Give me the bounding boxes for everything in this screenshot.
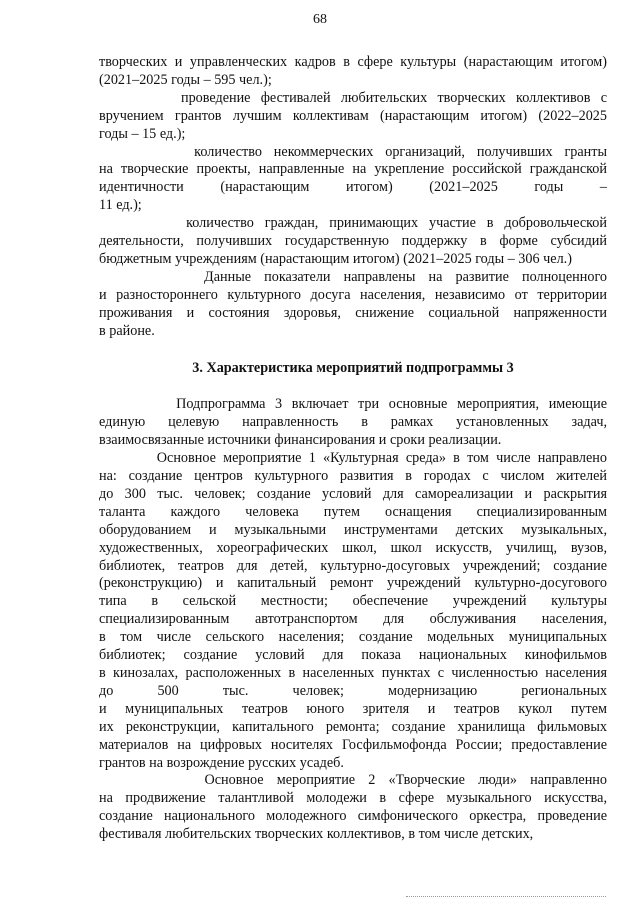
text-line: единую целевую направленность в рамках установленных задач,	[99, 414, 607, 431]
text-line: Основное мероприятие 2 «Творческие люди» направленно	[99, 772, 607, 789]
text-line: взаимосвязанные источники финансирования и сроки реализации.	[99, 432, 502, 449]
text-line: бюджетным учреждениям (нарастающим итогом) (2021–2025 годы – 306 чел.)	[99, 250, 572, 267]
text-line: материалов на цифровых носителях Госфильмофонда России; предоставление	[99, 736, 607, 753]
text-line: художественных, хореографических школ, школ искусств, училищ, вузов,	[99, 539, 607, 556]
text-line: оборудованием и музыкальными инструментами детских музыкальных,	[99, 521, 607, 538]
text-line: в районе.	[99, 322, 155, 339]
text-line: (2021–2025 годы – 595 чел.);	[99, 71, 272, 88]
paragraph	[99, 450, 607, 772]
paragraph-gap	[99, 341, 607, 360]
text-line: Данные показатели направлены на развитие полноценного	[99, 268, 607, 285]
text-line: библиотек, театров для детей, культурно-досуговых учреждений; создание	[99, 557, 607, 574]
text-line: в кинозалах, расположенных в населенных пунктах с численностью населения	[99, 665, 607, 681]
text-line: и разностороннего культурного досуга населения, независимо от территории	[99, 286, 607, 303]
text-line: количество некоммерческих организаций, получивших гранты	[99, 143, 607, 160]
text-line: библиотек; создание условий для показа национальных кинофильмов	[99, 647, 607, 664]
text-line: деятельности, получивших государственную поддержку в форме субсидий	[99, 233, 607, 250]
text-line: в том числе сельского населения; создание модельных муниципальных	[99, 629, 607, 646]
paragraph	[99, 144, 607, 216]
paragraph	[99, 396, 607, 450]
text-line: грантов на возрождение русских усадеб.	[99, 754, 344, 771]
document-body	[99, 54, 607, 844]
text-line: идентичности (нарастающим итогом) (2021–2025 годы –	[99, 179, 607, 196]
text-line: Основное мероприятие 1 «Культурная среда» в том числе направлено	[99, 450, 607, 467]
text-line: проведение фестивалей любительских творческих коллективов с	[99, 89, 607, 106]
paragraph	[99, 772, 607, 844]
page-number: 68	[313, 12, 327, 27]
text-line: типа в сельской местности; обеспечение учреждений культуры	[99, 593, 607, 610]
text-line: проживания и состояния здоровья, снижение социальной напряженности	[99, 304, 607, 321]
text-line: до 300 тыс. человек; создание условий для самореализации и раскрытия	[99, 485, 607, 502]
paragraph	[99, 269, 607, 341]
text-line: вручением грантов лучшим коллективам (нарастающим итогом) (2022–2025	[99, 107, 607, 124]
text-line: создание национального молодежного симфонического оркестра, проведение	[99, 808, 607, 825]
text-line: их реконструкции, капитального ремонта; создание хранилища фильмовых	[99, 718, 607, 735]
text-line: Подпрограмма 3 включает три основные мероприятия, имеющие	[99, 396, 607, 413]
text-line: количество граждан, принимающих участие в добровольческой	[99, 215, 607, 232]
text-line: 11 ед.);	[99, 197, 142, 214]
text-line: до 500 тыс. человек; модернизацию региональных	[99, 682, 607, 699]
text-line: на творческие проекты, направленные на укрепление российской гражданской	[99, 161, 607, 178]
text-line: и муниципальных театров юного зрителя и театров кукол путем	[99, 700, 607, 717]
paragraph	[99, 90, 607, 144]
text-line: творческих и управленческих кадров в сфере культуры (нарастающим итогом)	[99, 54, 607, 70]
text-line: таланта каждого человека путем оснащения специализированным	[99, 503, 607, 520]
heading-text: 3. Характеристика мероприятий подпрограммы 3	[192, 359, 514, 376]
text-line: (реконструкцию) и капитальный ремонт учреждений культурно-досугового	[99, 575, 607, 592]
text-line: годы – 15 ед.);	[99, 125, 186, 142]
text-line: на продвижение талантливой молодежи в сфере музыкального искусства,	[99, 790, 607, 807]
section-heading	[99, 360, 607, 378]
scan-artifact-line	[406, 896, 606, 899]
paragraph	[99, 215, 607, 269]
paragraph	[99, 54, 607, 90]
paragraph-gap	[99, 377, 607, 396]
text-line: специализированным автотранспортом для обслуживания населения,	[99, 611, 607, 628]
text-line: фестиваля любительских творческих коллективов, в том числе детских,	[99, 826, 534, 843]
text-line: на: создание центров культурного развития в городах с числом жителей	[99, 468, 607, 485]
